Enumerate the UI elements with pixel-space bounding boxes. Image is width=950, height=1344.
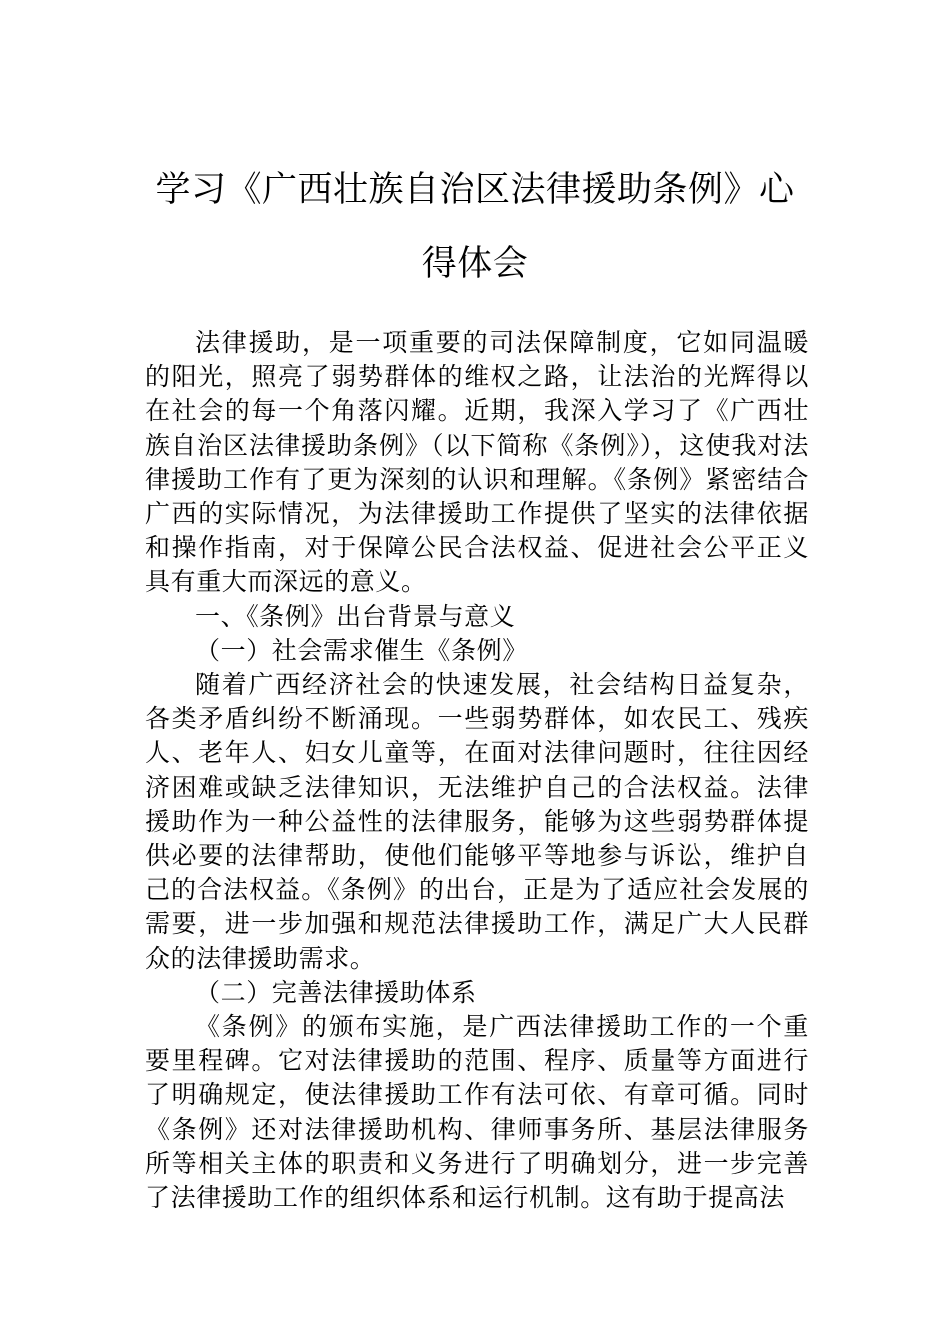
section-heading: 一、《条例》出台背景与意义 <box>195 601 516 631</box>
subsection-heading: （二）完善法律援助体系 <box>195 977 477 1007</box>
body-paragraph: 《条例》的颁布实施，是广西法律援助工作的一个重要里程碑。它对法律援助的范围、程序、质量等方面进行了明确规定，使法律援助工作有法可依、有章可循。同时《条例》还对法律援助机构、律师事务所、基层法律服务所等相关主体的职责和义务进行了明确划分，进一步完善了法律援助工作的组织体系和运行机制。这有助于提高法 <box>145 1012 809 1213</box>
intro-paragraph: 法律援助，是一项重要的司法保障制度，它如同温暖的阳光，照亮了弱势群体的维权之路，让法治的光辉得以在社会的每一个角落闪耀。近期，我深入学习了《广西壮族自治区法律援助条例》（以下简称《条例》），这使我对法律援助工作有了更为深刻的认识和理解。《条例》紧密结合广西的实际情况，为法律援助工作提供了坚实的法律依据和操作指南，对于保障公民合法权益、促进社会公平正义具有重大而深远的意义。 <box>145 328 809 597</box>
subsection-heading: （一）社会需求催生《条例》 <box>195 635 528 665</box>
title-line-2: 得体会 <box>421 244 529 284</box>
document-title <box>145 153 805 301</box>
body-paragraph: 随着广西经济社会的快速发展，社会结构日益复杂，各类矛盾纠纷不断涌现。一些弱势群体，如农民工、残疾人、老年人、妇女儿童等，在面对法律问题时，往往因经济困难或缺乏法律知识，无法维护自己的合法权益。法律援助作为一种公益性的法律服务，能够为这些弱势群体提供必要的法律帮助，使他们能够平等地参与诉讼，维护自己的合法权益。《条例》的出台，正是为了适应社会发展的需要，进一步加强和规范法律援助工作，满足广大人民群众的法律援助需求。 <box>145 670 809 973</box>
document-body <box>145 326 809 1215</box>
title-line-1: 学习《广西壮族自治区法律援助条例》心 <box>155 170 795 210</box>
